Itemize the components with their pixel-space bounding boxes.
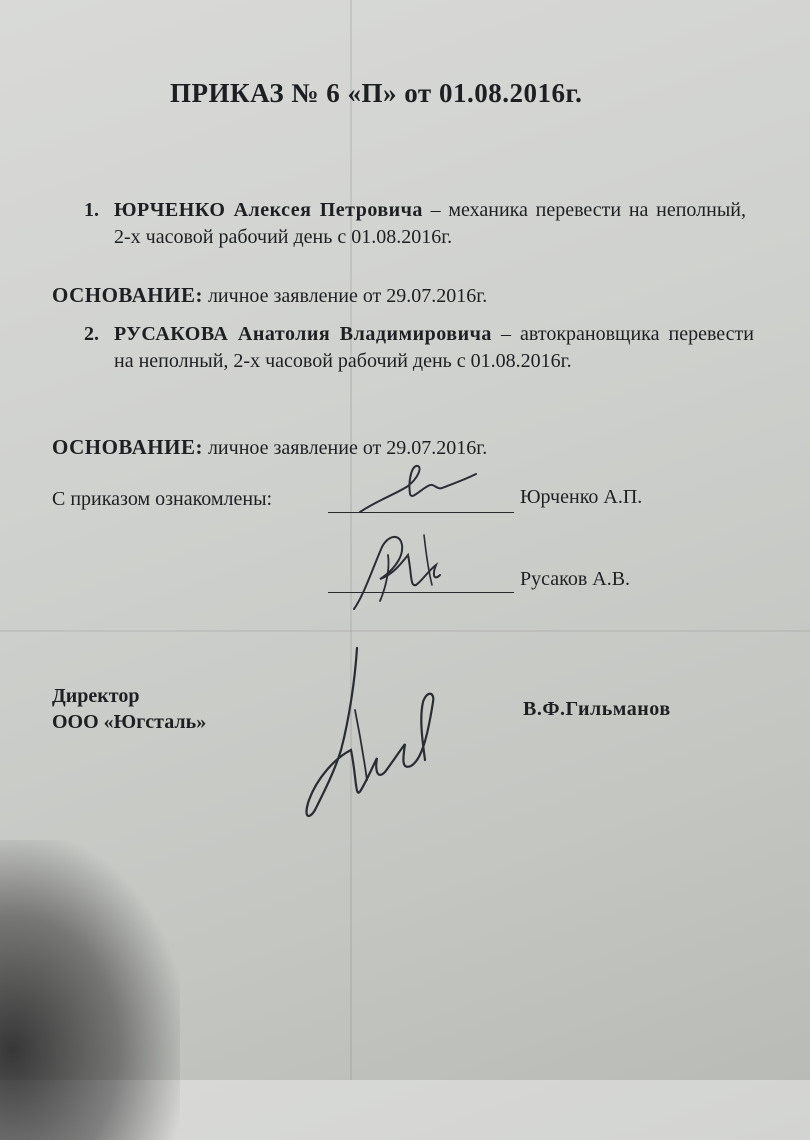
- basis-line: [52, 283, 487, 308]
- item-body: [114, 321, 754, 375]
- item-text: – автокрановщика перевести на неполный, 2-х часовой рабочий день с 01.08.2016г.: [114, 323, 754, 372]
- order-item: [84, 321, 764, 411]
- order-item: [84, 197, 754, 257]
- director-name: В.Ф.Гильманов: [523, 698, 671, 720]
- signature-yurchenko: [348, 460, 488, 520]
- basis-text: личное заявление от 29.07.2016г.: [202, 437, 488, 459]
- employee-name: РУСАКОВА Анатолия Владимировича: [114, 323, 492, 345]
- acknowledgement-label: С приказом ознакомлены:: [52, 488, 273, 510]
- employee-name: ЮРЧЕНКО Алексея Петровича: [114, 199, 423, 221]
- basis-line: [52, 435, 487, 460]
- basis-label: ОСНОВАНИЕ:: [52, 283, 203, 307]
- item-number: 1.: [84, 199, 99, 221]
- paper-fold-horizontal: [0, 630, 810, 632]
- signer-name: Юрченко А.П.: [520, 486, 643, 508]
- item-body: [114, 197, 746, 251]
- signer-name: Русаков А.В.: [520, 568, 631, 590]
- director-title: Директор: [52, 685, 140, 707]
- signature-director: [295, 640, 445, 825]
- item-text: – механика перевести на неполный, 2-х часовой рабочий день с 01.08.2016г.: [114, 199, 746, 248]
- basis-text: личное заявление от 29.07.2016г.: [202, 285, 488, 307]
- director-block: [52, 683, 206, 735]
- item-number: 2.: [84, 323, 99, 345]
- order-title: ПРИКАЗ № 6 «П» от 01.08.2016г.: [170, 78, 583, 108]
- finger-shadow: [0, 840, 180, 1140]
- signature-rusakov: [340, 525, 470, 615]
- basis-label: ОСНОВАНИЕ:: [52, 435, 203, 459]
- company-name: ООО «Югсталь»: [52, 711, 207, 733]
